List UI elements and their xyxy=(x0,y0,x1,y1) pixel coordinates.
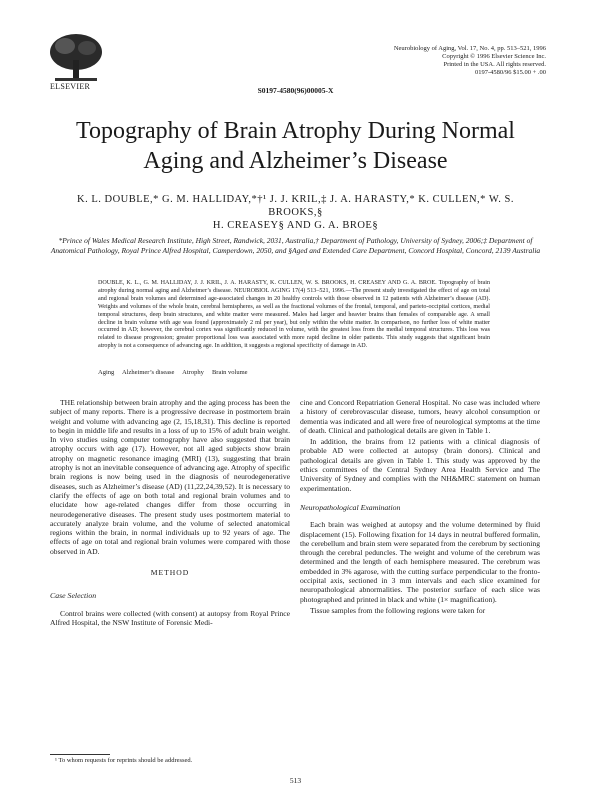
intro-paragraph: THE relationship between brain atrophy and the aging process has been the subject of many reports. There is a progressive decrease in postmortem brain weight and volume with advancing age (2, 15,18,31). This decline is reported to begin in middle life and results in a loss of up to 15% of adult brain weight. In vivo studies using computer tomography have also suggested that brain atrophy occurs with age (17). However, not all aged subjects show brain atrophy on magnetic resonance imaging (MRI) (13), suggesting that brain atrophy is not an inevitable consequence of advancing age. Atrophy of specific brain regions is now being used in the diagnosis of neurodegenerative diseases, such as Alzheimer’s disease (AD) (11,22,24,39,52). It is necessary to clarify the effects of age on both total and regional brain volumes and to elucidate how age-related changes differ from those occurring in neurodegenerative diseases. The present study uses postmortem material to accurately analyze brain volume, and the volume of selected anatomical regions within the brain, in normal individuals up to 92 years of age. The effects of age on total and regional brain volumes were compared with those observed in AD. xyxy=(50,398,290,556)
body-column-right xyxy=(300,398,540,617)
footnote-rule xyxy=(50,754,110,755)
pii-identifier: S0197-4580(96)00005-X xyxy=(257,86,334,95)
journal-citation xyxy=(394,45,546,77)
body-paragraph: cine and Concord Repatriation General Hospital. No case was included where a history of cerebrovascular disease, tumors, heavy alcohol consumption or dementia was indicated and all were free of neurological symptoms at the time of death. Clinical and pathological details are given in Table 1. xyxy=(300,398,540,435)
case-selection-heading: Case Selection xyxy=(50,591,97,601)
article-title xyxy=(0,116,591,176)
journal-line: Neurobiology of Aging, Vol. 17, No. 4, pp. 513–521, 1996 xyxy=(393,45,546,52)
method-heading: METHOD xyxy=(150,568,190,578)
footnote: ¹ To whom requests for reprints should be addressed. xyxy=(55,757,193,764)
neuropath-heading: Neuropathological Examination xyxy=(300,502,401,512)
body-paragraph: Each brain was weighed at autopsy and the volume determined by fluid displacement (15). Following fixation for 14 days in neutral buffered formalin, the cerebellum and brain stem were separated from the cerebrum by sectioning through the cerebral peduncles. The weight and volume of the cerebrum was determined and the length of each hemisphere measured. The cerebrum was embedded in 3% agarose, with the cutting surface perpendicular to the fronto-occipital axis, sectioned in 3 mm intervals and each slice examined for neuropathological abnormalities. The posterior surface of each slice was photographed and printed in black and white (1× magnification). xyxy=(300,520,540,604)
body-paragraph: Tissue samples from the following regions were taken for xyxy=(310,605,486,615)
body-column-left xyxy=(50,398,290,629)
title-line: Topography of Brain Atrophy During Normal xyxy=(76,118,515,144)
affiliations: *Prince of Wales Medical Research Institute, High Street, Randwick, 2031, Australia,† Department of Pathology, University of Sydney, 2006;‡ Department of Anatomical Pathology, Royal Prince Alfred Hospital, Camperdown, 2050, and §Aged and Extended Care Department, Concord Hospital, Concord, 2139 Australia xyxy=(50,236,541,255)
authors-line: H. CREASEY§ AND G. A. BROE§ xyxy=(212,220,379,231)
abstract: DOUBLE, K. L., G. M. HALLIDAY, J. J. KRIL, J. A. HARASTY, K. CULLEN, W. S. BROOKS, H. CREASEY AND G. A. BROE. Topography of brain atrophy during normal aging and Alzheimer’s disease. NEUROBIOL AGING 17(4) 513–521, 1996.—The present study investigated the effect of age on total and regional brain volumes and determined age-associated changes in 20 healthy controls with those observed in 12 patients with Alzheimer’s disease (AD). Weights and volumes of the whole brain, cerebral hemispheres, as well as the fractional volumes of the frontal, temporal, and parieto-occipital cortices, medial temporal structures, deep brain structures, and white matter were measured. Males had larger and heavier brains than females of comparable age. A small decline in brain volume with age was found (approximately 2 ml per year), but only within the white matter. In comparison, no further loss of white matter occurred in AD; however, the cerebral cortex was significantly reduced in volume, with the greatest loss from the medial temporal structures. This loss was related to disease progression; greater proportional loss was associated with more rapid decline in older patients. This study suggests that significant brain atrophy is not a consequence of advancing age. In addition, it suggests a regional specificity of damage in AD. xyxy=(98,280,490,350)
journal-line: Copyright © 1996 Elsevier Science Inc. xyxy=(442,53,546,60)
journal-line: Printed in the USA. All rights reserved. xyxy=(443,61,546,68)
publisher-name: ELSEVIER xyxy=(50,82,91,91)
authors-line: K. L. DOUBLE,* G. M. HALLIDAY,*†¹ J. J. KRIL,‡ J. A. HARASTY,* K. CULLEN,* W. S. BROOKS,§ xyxy=(76,194,515,218)
case-selection-paragraph: Control brains were collected (with consent) at autopsy from Royal Prince Alfred Hospital, the NSW Institute of Forensic Medi- xyxy=(50,608,290,627)
author-list xyxy=(70,193,521,232)
title-line: Aging and Alzheimer’s Disease xyxy=(143,148,448,174)
page-number: 513 xyxy=(289,776,302,785)
body-paragraph: In addition, the brains from 12 patients with a clinical diagnosis of probable AD were collected at autopsy (brain donors). Clinical and pathological details are given in Table 1. This study was approved by the ethics committees of the Central Sydney Area Health Service and The University of Sydney and complies with the NH&MRC statement on human experimentation. xyxy=(300,437,540,493)
keywords: Aging Alzheimer’s disease Atrophy Brain volume xyxy=(98,369,248,376)
journal-line: 0197-4580/96 $15.00 + .00 xyxy=(474,69,546,76)
